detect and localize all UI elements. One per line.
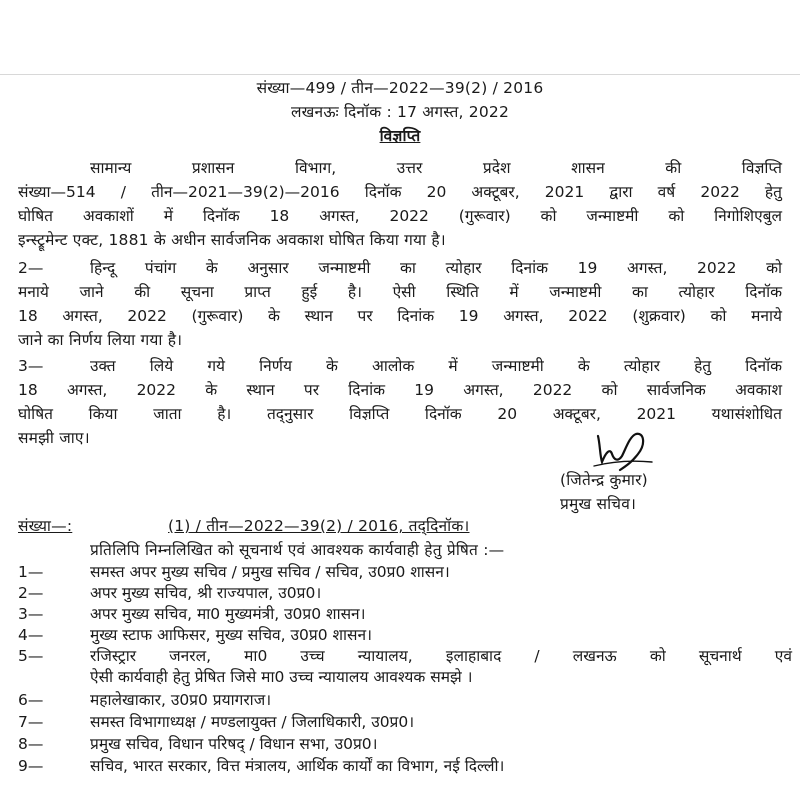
list-item-number: 5— bbox=[18, 647, 44, 665]
list-item-number: 8— bbox=[18, 735, 44, 753]
list-item: समस्त विभागाध्यक्ष / मण्डलायुक्त / जिलाधिकारी, उ0प्र0। bbox=[90, 713, 415, 731]
para3-number: 3— bbox=[18, 357, 44, 375]
place-and-date: लखनऊः दिनॉक : 17 अगस्त, 2022 bbox=[290, 103, 510, 121]
para1-line1: सामान्य प्रशासन विभाग, उत्तर प्रदेश शासन की विज्ञप्ति bbox=[90, 159, 782, 177]
list-item: समस्त अपर मुख्य सचिव / प्रमुख सचिव / सचिव, उ0प्र0 शासन। bbox=[90, 563, 450, 581]
list-item-number: 4— bbox=[18, 626, 44, 644]
para1-line4: इन्स्ट्रूमेन्ट एक्ट, 1881 के अधीन सार्वजनिक अवकाश घोषित किया गया है। bbox=[18, 231, 446, 249]
signatory-name: (जितेन्द्र कुमार) bbox=[560, 471, 648, 489]
list-item: अपर मुख्य सचिव, श्री राज्यपाल, उ0प्र0। bbox=[90, 584, 322, 602]
list-item: महालेखाकार, उ0प्र0 प्रयागराज। bbox=[90, 691, 272, 709]
copy-number: (1) / तीन—2022—39(2) / 2016, तद्‌दिनॉक। bbox=[168, 517, 470, 535]
list-item-number: 6— bbox=[18, 691, 44, 709]
para2-line1: हिन्दू पंचांग के अनुसार जन्माष्टमी का त्योहार दिनांक 19 अगस्त, 2022 को bbox=[90, 259, 782, 277]
para1-line2: संख्या—514 / तीन—2021—39(2)—2016 दिनॉक 20 अक्टूबर, 2021 द्वारा वर्ष 2022 हेतु bbox=[18, 183, 782, 201]
list-item: मुख्य स्टाफ आफिसर, मुख्य सचिव, उ0प्र0 शासन। bbox=[90, 626, 372, 644]
list-item-number: 9— bbox=[18, 757, 44, 775]
list-item: सचिव, भारत सरकार, वित्त मंत्रालय, आर्थिक कार्यों का विभाग, नई दिल्ली। bbox=[90, 757, 505, 775]
document-number: संख्या—499 / तीन—2022—39(2) / 2016 bbox=[256, 79, 544, 97]
para3-line1: उक्त लिये गये निर्णय के आलोक में जन्माष्टमी के त्योहार हेतु दिनॉक bbox=[90, 357, 782, 375]
page-top-edge bbox=[0, 74, 800, 75]
list-item-number: 1— bbox=[18, 563, 44, 581]
list-item-number: 2— bbox=[18, 584, 44, 602]
para2-line2: मनाये जाने की सूचना प्राप्त हुई है। ऐसी स्थिति में जन्माष्टमी का त्योहार दिनॉक bbox=[18, 283, 782, 301]
document-title: विज्ञप्ति bbox=[379, 127, 421, 145]
list-item: अपर मुख्य सचिव, मा0 मुख्यमंत्री, उ0प्र0 शासन। bbox=[90, 605, 366, 623]
signatory-designation: प्रमुख सचिव। bbox=[560, 495, 637, 513]
list-item-continuation: ऐसी कार्यवाही हेतु प्रेषित जिसे मा0 उच्च न्यायालय आवश्यक समझे । bbox=[90, 668, 473, 686]
list-item-number: 7— bbox=[18, 713, 44, 731]
para3-line4: समझी जाए। bbox=[18, 429, 90, 447]
para2-line3: 18 अगस्त, 2022 (गुरूवार) के स्थान पर दिनांक 19 अगस्त, 2022 (शुक्रवार) को मनाये bbox=[18, 307, 782, 325]
copy-intro: प्रतिलिपि निम्नलिखित को सूचनार्थ एवं आवश्यक कार्यवाही हेतु प्रेषित :— bbox=[90, 541, 505, 559]
para2-number: 2— bbox=[18, 259, 44, 277]
para3-line3: घोषित किया जाता है। तद्नुसार विज्ञप्ति दिनॉक 20 अक्टूबर, 2021 यथासंशोधित bbox=[18, 405, 782, 423]
para1-line3: घोषित अवकाशों में दिनॉक 18 अगस्त, 2022 (गुरूवार) को जन्माष्टमी को निगोशिएबुल bbox=[18, 207, 782, 225]
para2-line4: जाने का निर्णय लिया गया है। bbox=[18, 331, 183, 349]
para3-line2: 18 अगस्त, 2022 के स्थान पर दिनांक 19 अगस्त, 2022 को सार्वजनिक अवकाश bbox=[18, 381, 782, 399]
list-item-number: 3— bbox=[18, 605, 44, 623]
list-item: प्रमुख सचिव, विधान परिषद् / विधान सभा, उ0प्र0। bbox=[90, 735, 378, 753]
list-item: रजिस्ट्रार जनरल, मा0 उच्च न्यायालय, इलाहाबाद / लखनऊ को सूचनार्थ एवं bbox=[90, 647, 792, 665]
copy-number-label: संख्या—: bbox=[18, 517, 73, 535]
